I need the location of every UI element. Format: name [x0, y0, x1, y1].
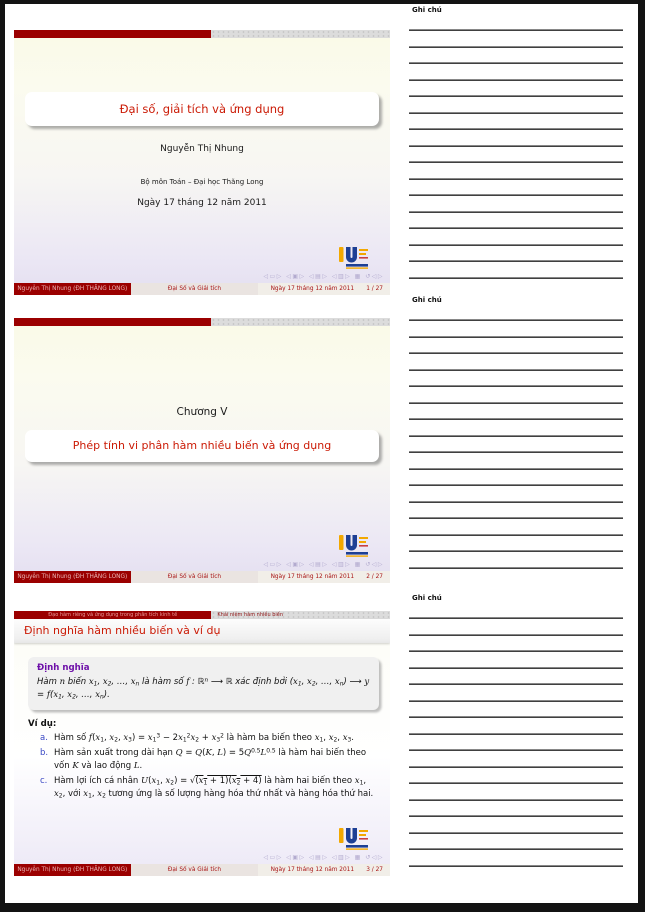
footer-page-number: 3 / 27 [366, 867, 383, 873]
header-bar-right-segment [211, 30, 390, 38]
definition-block-title: Định nghĩa [37, 663, 90, 673]
note-line [409, 79, 623, 81]
university-logo [338, 827, 370, 851]
example-item [40, 775, 379, 802]
footer-author: Nguyễn Thị Nhung (ĐH THĂNG LONG) [14, 571, 131, 583]
note-line [409, 766, 623, 768]
note-line [409, 451, 623, 453]
university-logo [338, 246, 370, 270]
note-line [409, 178, 623, 180]
notes-ruled-lines [409, 319, 623, 569]
example-item-text: Hàm số $f(x_1$, $x_2$, $x_3) = x_1^3 - 2x_1^2x_2 + x_3^2$ là hàm ba biến theo $x_1$, $x_2$, $x_3$. [54, 732, 354, 744]
header-bar-left-segment [14, 318, 211, 326]
note-line [409, 277, 623, 279]
definition-text: Hàm n biến $x_1$, $x_2$, …, $x_n$ là hàm số f : ℝ$^n$ ⟶ ℝ xác định bởi ($x_1$, $x_2$, …, $x_n$) ⟶ $y = f(x_1$, $x_2$, …, $x_n$). [37, 676, 370, 701]
notes-label: Ghi chú [412, 296, 442, 304]
note-line [409, 634, 623, 636]
slide-title-page [14, 30, 390, 295]
notes-section [409, 296, 623, 583]
note-line [409, 501, 623, 503]
note-line [409, 550, 623, 552]
footer-page-number: 2 / 27 [366, 574, 383, 580]
footer-date: Ngày 17 tháng 12 năm 2011 [270, 867, 355, 873]
footer-date-page [258, 571, 390, 583]
slide-header-bar [14, 30, 390, 38]
note-line [409, 260, 623, 262]
footer-short-title: Đại Số và Giải tích [131, 571, 259, 583]
note-line [409, 815, 623, 817]
handout-page [5, 4, 638, 903]
slide-footer [14, 864, 390, 876]
definition-block [28, 657, 379, 710]
note-line [409, 194, 623, 196]
note-line [409, 484, 623, 486]
institute-name: Bộ môn Toán – Đại học Thăng Long [140, 178, 264, 186]
note-line [409, 832, 623, 834]
notes-label: Ghi chú [412, 594, 442, 602]
beamer-navigation-icons: ◁▭▷ ◁▣▷ ◁▤▷ ◁▥▷ ▦ ↺◁▷ [263, 854, 384, 861]
note-line [409, 227, 623, 229]
chapter-title: Phép tính vi phân hàm nhiều biến và ứng dụng [72, 439, 332, 452]
note-line [409, 799, 623, 801]
note-line [409, 782, 623, 784]
notes-section [409, 594, 623, 881]
note-line [409, 667, 623, 669]
footer-short-title: Đại Số và Giải tích [131, 283, 259, 295]
notes-section [409, 6, 623, 293]
footer-author: Nguyễn Thị Nhung (ĐH THĂNG LONG) [14, 864, 131, 876]
note-line [409, 683, 623, 685]
note-line [409, 567, 623, 569]
beamer-navigation-icons: ◁▭▷ ◁▣▷ ◁▤▷ ◁▥▷ ▦ ↺◁▷ [263, 273, 384, 280]
note-line [409, 95, 623, 97]
footer-author: Nguyễn Thị Nhung (ĐH THĂNG LONG) [14, 283, 131, 295]
note-line [409, 319, 623, 321]
header-bar-left-segment [14, 30, 211, 38]
footer-short-title: Đại Số và Giải tích [131, 864, 259, 876]
note-line [409, 336, 623, 338]
example-item [40, 747, 379, 773]
note-line [409, 733, 623, 735]
slide-body [28, 657, 379, 804]
note-line [409, 402, 623, 404]
note-line [409, 369, 623, 371]
presentation-date: Ngày 17 tháng 12 năm 2011 [137, 198, 267, 208]
slide-definition-page [14, 611, 390, 876]
note-line [409, 749, 623, 751]
note-line [409, 385, 623, 387]
note-line [409, 848, 623, 850]
note-line [409, 700, 623, 702]
example-item [40, 732, 379, 745]
slide-header-bar [14, 611, 390, 619]
header-subsection-title: Khái niệm hàm nhiều biến [211, 611, 390, 619]
note-line [409, 29, 623, 31]
example-item-text: Hàm sản xuất trong dài hạn Q = Q(K, $L) = 5Q^{0.5}L^{0.5}$ là hàm hai biến theo vốn K và lao động L. [54, 747, 367, 771]
note-line [409, 46, 623, 48]
author-name: Nguyễn Thị Nhung [160, 144, 244, 154]
slide-footer [14, 571, 390, 583]
slide-footer [14, 283, 390, 295]
frame-title: Định nghĩa hàm nhiều biến và ví dụ [14, 619, 390, 643]
note-line [409, 617, 623, 619]
note-line [409, 161, 623, 163]
notes-label: Ghi chú [412, 6, 442, 14]
example-item-label: b. [40, 748, 49, 759]
slide-chapter-page [14, 318, 390, 583]
note-line [409, 468, 623, 470]
presentation-title: Đại số, giải tích và ứng dụng [119, 102, 285, 116]
example-item-text: Hàm lợi ích cá nhân $U(x_1$, $x_2) = √(x_1 + 1)(x_2 + 4)$ là hàm hai biến theo $x_1$, $x_2$, với $x_1$, $x_2$ tương ứng là số lượng hàng hóa thứ nhất và hàng hóa thứ hai. [54, 775, 374, 800]
university-logo [338, 534, 370, 558]
note-line [409, 211, 623, 213]
footer-date-page [258, 864, 390, 876]
note-line [409, 352, 623, 354]
chapter-title-box [25, 430, 379, 462]
notes-ruled-lines [409, 617, 623, 867]
note-line [409, 534, 623, 536]
note-line [409, 435, 623, 437]
notes-ruled-lines [409, 29, 623, 279]
footer-date-page [258, 283, 390, 295]
footer-date: Ngày 17 tháng 12 năm 2011 [270, 574, 355, 580]
note-line [409, 62, 623, 64]
chapter-label: Chương V [176, 406, 228, 418]
footer-date: Ngày 17 tháng 12 năm 2011 [270, 286, 355, 292]
note-line [409, 650, 623, 652]
example-item-label: c. [40, 775, 48, 786]
header-section-title: Đạo hàm riêng và ứng dụng trong phân tích kinh tế [14, 611, 211, 619]
note-line [409, 244, 623, 246]
note-line [409, 128, 623, 130]
presentation-title-box [25, 92, 379, 126]
footer-page-number: 1 / 27 [366, 286, 383, 292]
header-bar-right-segment [211, 318, 390, 326]
note-line [409, 112, 623, 114]
note-line [409, 716, 623, 718]
beamer-navigation-icons: ◁▭▷ ◁▣▷ ◁▤▷ ◁▥▷ ▦ ↺◁▷ [263, 561, 384, 568]
note-line [409, 517, 623, 519]
note-line [409, 145, 623, 147]
note-line [409, 865, 623, 867]
note-line [409, 418, 623, 420]
examples-label: Ví dụ: [28, 718, 57, 729]
example-item-label: a. [40, 732, 48, 743]
slide-header-bar [14, 318, 390, 326]
